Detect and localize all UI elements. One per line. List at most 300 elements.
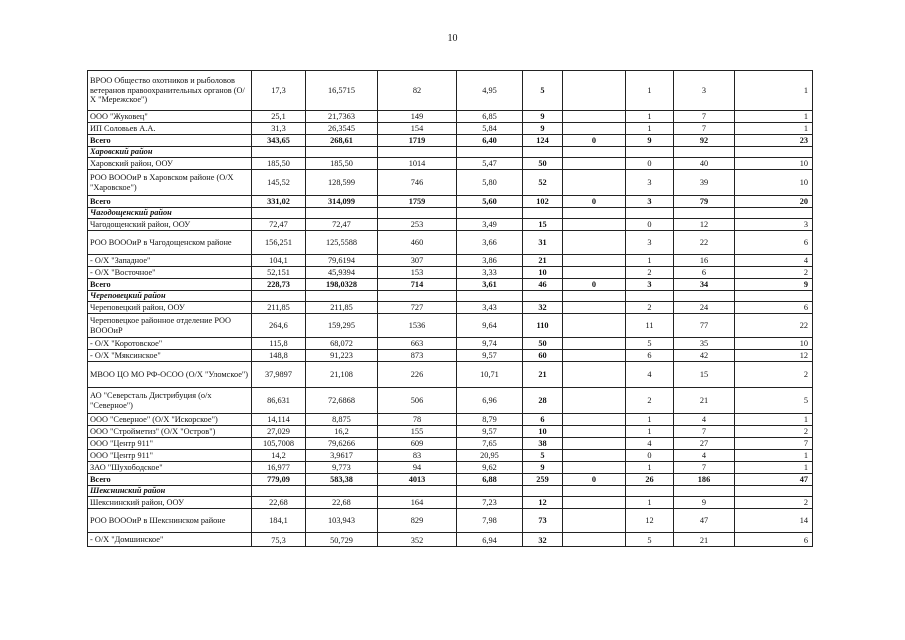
table-row [88,111,813,123]
value-cell: 105,7008 [252,438,306,450]
value-cell [563,231,626,255]
value-cell [306,147,378,158]
value-cell [674,147,735,158]
value-cell: 154 [378,123,457,135]
value-cell: 14,2 [252,450,306,462]
value-cell: 3 [626,196,674,208]
value-cell: 184,1 [252,509,306,533]
value-cell: 583,38 [306,474,378,486]
value-cell: 45,9394 [306,267,378,279]
organization-name: - О/Х "Западное" [88,255,252,267]
value-cell: 228,73 [252,279,306,291]
value-cell: 352 [378,533,457,547]
value-cell: 0 [626,158,674,170]
value-cell: 9 [523,462,563,474]
value-cell: 9,57 [457,426,523,438]
value-cell: 268,61 [306,135,378,147]
organization-name: Всего [88,474,252,486]
value-cell: 2 [626,388,674,414]
value-cell: 9,57 [457,350,523,362]
page-number: 10 [447,33,458,44]
value-cell: 9 [523,123,563,135]
value-cell: 6,88 [457,474,523,486]
value-cell: 1536 [378,314,457,338]
value-cell: 21 [523,255,563,267]
organization-name: РОО ВОООиР в Шекснинском районе [88,509,252,533]
value-cell: 10 [735,158,813,170]
total-row [88,279,813,291]
value-cell: 259 [523,474,563,486]
value-cell: 7 [674,123,735,135]
value-cell [626,291,674,302]
value-cell: 1 [735,462,813,474]
value-cell: 52,151 [252,267,306,279]
value-cell: 78 [378,414,457,426]
value-cell [306,486,378,497]
value-cell: 829 [378,509,457,533]
value-cell: 50,729 [306,533,378,547]
value-cell: 159,295 [306,314,378,338]
organization-name: Череповецкое районное отделение РОО ВОООиР [88,314,252,338]
value-cell: 0 [563,135,626,147]
value-cell: 27,029 [252,426,306,438]
organization-name: РОО ВОООиР в Чагодощенском районе [88,231,252,255]
organization-name: Шекснинский район, ООУ [88,497,252,509]
value-cell: 746 [378,170,457,196]
value-cell: 26 [626,474,674,486]
organization-name: ООО "Стройметиз" (О/Х "Остров") [88,426,252,438]
organization-name: - О/Х "Коротовское" [88,338,252,350]
value-cell [563,255,626,267]
organization-name: - О/Х "Домшинское" [88,533,252,547]
value-cell [563,302,626,314]
value-cell [563,509,626,533]
value-cell: 331,02 [252,196,306,208]
value-cell: 7 [735,438,813,450]
value-cell: 9,62 [457,462,523,474]
value-cell: 3,66 [457,231,523,255]
value-cell: 164 [378,497,457,509]
organization-name: - О/Х "Восточное" [88,267,252,279]
value-cell: 26,3545 [306,123,378,135]
value-cell: 211,85 [306,302,378,314]
value-cell [252,147,306,158]
value-cell [378,147,457,158]
value-cell: 3 [626,231,674,255]
value-cell: 16 [674,255,735,267]
value-cell [563,158,626,170]
value-cell: 5 [523,71,563,111]
value-cell: 47 [735,474,813,486]
value-cell: 22,68 [306,497,378,509]
table-row [88,426,813,438]
value-cell: 5 [523,450,563,462]
value-cell: 11 [626,314,674,338]
value-cell: 4 [674,450,735,462]
table-row [88,497,813,509]
value-cell: 125,5588 [306,231,378,255]
value-cell: 21,7363 [306,111,378,123]
value-cell: 92 [674,135,735,147]
value-cell [626,208,674,219]
value-cell: 22 [735,314,813,338]
value-cell: 186 [674,474,735,486]
value-cell: 39 [674,170,735,196]
value-cell: 314,099 [306,196,378,208]
value-cell: 10 [735,170,813,196]
value-cell: 9,74 [457,338,523,350]
value-cell: 46 [523,279,563,291]
value-cell: 714 [378,279,457,291]
value-cell: 0 [563,279,626,291]
value-cell: 198,0328 [306,279,378,291]
value-cell [735,486,813,497]
value-cell [457,291,523,302]
value-cell: 153 [378,267,457,279]
value-cell: 20 [735,196,813,208]
value-cell [735,291,813,302]
value-cell [523,147,563,158]
table-row [88,158,813,170]
value-cell: 50 [523,338,563,350]
value-cell: 7,98 [457,509,523,533]
organization-name: ООО "Центр 911" [88,450,252,462]
value-cell: 38 [523,438,563,450]
value-cell: 779,09 [252,474,306,486]
value-cell [252,291,306,302]
organization-name: Всего [88,279,252,291]
value-cell: 1 [626,426,674,438]
value-cell: 75,3 [252,533,306,547]
value-cell: 32 [523,533,563,547]
district-header-row [88,486,813,497]
table-row [88,219,813,231]
value-cell [626,486,674,497]
value-cell: 9,773 [306,462,378,474]
value-cell: 34 [674,279,735,291]
value-cell: 5 [626,338,674,350]
value-cell: 6 [735,231,813,255]
value-cell: 9,64 [457,314,523,338]
value-cell: 9 [523,111,563,123]
value-cell: 102 [523,196,563,208]
district-name: Шекснинский район [88,486,252,497]
value-cell [457,147,523,158]
value-cell [563,462,626,474]
value-cell: 10 [523,426,563,438]
value-cell [378,486,457,497]
value-cell: 1014 [378,158,457,170]
value-cell: 307 [378,255,457,267]
value-cell [674,486,735,497]
value-cell: 86,631 [252,388,306,414]
table-row [88,509,813,533]
value-cell [674,291,735,302]
value-cell: 128,599 [306,170,378,196]
value-cell [457,208,523,219]
value-cell: 264,6 [252,314,306,338]
value-cell [306,291,378,302]
value-cell: 343,65 [252,135,306,147]
value-cell [563,388,626,414]
value-cell: 3 [626,170,674,196]
value-cell: 5,84 [457,123,523,135]
value-cell: 15 [523,219,563,231]
value-cell: 4013 [378,474,457,486]
value-cell: 0 [563,196,626,208]
value-cell [563,314,626,338]
value-cell: 25,1 [252,111,306,123]
value-cell: 14,114 [252,414,306,426]
value-cell: 21 [674,388,735,414]
table-row [88,231,813,255]
value-cell [523,208,563,219]
value-cell: 0 [626,219,674,231]
district-name: Харовский район [88,147,252,158]
organization-name: ООО "Жуковец" [88,111,252,123]
organization-name: ИП Соловьев А.А. [88,123,252,135]
value-cell: 5,47 [457,158,523,170]
value-cell [378,291,457,302]
value-cell: 1 [735,71,813,111]
value-cell: 506 [378,388,457,414]
value-cell [563,147,626,158]
value-cell: 110 [523,314,563,338]
value-cell: 68,072 [306,338,378,350]
value-cell: 1 [735,414,813,426]
hunting-grounds-table [87,70,813,547]
table-row [88,350,813,362]
value-cell: 17,3 [252,71,306,111]
value-cell: 0 [626,450,674,462]
organization-name: Всего [88,135,252,147]
value-cell: 2 [626,267,674,279]
value-cell: 3 [735,219,813,231]
table-row [88,71,813,111]
district-header-row [88,291,813,302]
value-cell: 2 [735,362,813,388]
value-cell: 0 [563,474,626,486]
table-row [88,450,813,462]
value-cell: 12 [523,497,563,509]
value-cell: 155 [378,426,457,438]
value-cell: 2 [735,267,813,279]
organization-name: АО "Северсталь Дистрибуция (о/х "Северное") [88,388,252,414]
value-cell: 1 [626,71,674,111]
value-cell [306,208,378,219]
value-cell: 253 [378,219,457,231]
value-cell: 16,977 [252,462,306,474]
value-cell: 185,50 [252,158,306,170]
organization-name: ЗАО "Шухободское" [88,462,252,474]
value-cell [523,486,563,497]
value-cell: 5,60 [457,196,523,208]
value-cell: 7 [674,462,735,474]
value-cell: 1 [735,111,813,123]
total-row [88,135,813,147]
value-cell: 2 [735,426,813,438]
value-cell: 47 [674,509,735,533]
value-cell [563,338,626,350]
value-cell [563,533,626,547]
value-cell: 82 [378,71,457,111]
value-cell: 3,61 [457,279,523,291]
value-cell: 3 [674,71,735,111]
value-cell: 72,47 [306,219,378,231]
value-cell: 156,251 [252,231,306,255]
value-cell: 50 [523,158,563,170]
value-cell: 3,49 [457,219,523,231]
value-cell: 52 [523,170,563,196]
value-cell: 16,5715 [306,71,378,111]
value-cell: 4 [626,362,674,388]
value-cell: 10,71 [457,362,523,388]
value-cell: 40 [674,158,735,170]
value-cell: 727 [378,302,457,314]
value-cell [563,350,626,362]
value-cell: 3,86 [457,255,523,267]
table-row [88,338,813,350]
table-row [88,123,813,135]
value-cell [563,438,626,450]
value-cell: 609 [378,438,457,450]
value-cell [563,111,626,123]
value-cell: 1 [735,450,813,462]
organization-name: - О/Х "Мяксинское" [88,350,252,362]
table-row [88,267,813,279]
table-row [88,462,813,474]
value-cell [563,71,626,111]
value-cell: 6 [735,533,813,547]
value-cell: 8,79 [457,414,523,426]
organization-name: ВРОО Общество охотников и рыболовов ветеранов правоохранительных органов (О/Х "Мережское") [88,71,252,111]
value-cell: 1 [626,497,674,509]
value-cell [523,291,563,302]
value-cell: 7 [674,111,735,123]
value-cell: 21 [674,533,735,547]
value-cell: 4 [674,414,735,426]
organization-name: Всего [88,196,252,208]
value-cell: 28 [523,388,563,414]
total-row [88,474,813,486]
value-cell: 12 [626,509,674,533]
value-cell: 9 [674,497,735,509]
value-cell: 103,943 [306,509,378,533]
value-cell: 83 [378,450,457,462]
value-cell: 32 [523,302,563,314]
value-cell: 24 [674,302,735,314]
value-cell: 460 [378,231,457,255]
value-cell: 185,50 [306,158,378,170]
value-cell: 1759 [378,196,457,208]
value-cell [563,170,626,196]
value-cell: 7,65 [457,438,523,450]
table-row [88,302,813,314]
value-cell: 77 [674,314,735,338]
value-cell: 10 [735,338,813,350]
value-cell: 5,80 [457,170,523,196]
value-cell: 14 [735,509,813,533]
table-row [88,362,813,388]
value-cell: 6,40 [457,135,523,147]
value-cell: 8,875 [306,414,378,426]
value-cell: 1 [735,123,813,135]
value-cell: 3 [626,279,674,291]
value-cell: 124 [523,135,563,147]
organization-name: ООО "Центр 911" [88,438,252,450]
value-cell: 35 [674,338,735,350]
district-name: Чагодощенский район [88,208,252,219]
value-cell: 72,47 [252,219,306,231]
value-cell: 31 [523,231,563,255]
value-cell: 1 [626,462,674,474]
value-cell: 9 [626,135,674,147]
value-cell: 663 [378,338,457,350]
value-cell: 6,85 [457,111,523,123]
value-cell: 21 [523,362,563,388]
value-cell: 6 [523,414,563,426]
table-row [88,255,813,267]
value-cell: 3,33 [457,267,523,279]
table-row [88,438,813,450]
value-cell: 4 [735,255,813,267]
value-cell [563,219,626,231]
organization-name: Чагодощенский район, ООУ [88,219,252,231]
value-cell: 91,223 [306,350,378,362]
value-cell: 211,85 [252,302,306,314]
value-cell: 12 [674,219,735,231]
value-cell: 4,95 [457,71,523,111]
value-cell: 6,96 [457,388,523,414]
value-cell [378,208,457,219]
table-row [88,533,813,547]
value-cell [563,123,626,135]
value-cell [563,414,626,426]
value-cell: 149 [378,111,457,123]
value-cell: 94 [378,462,457,474]
value-cell: 79,6194 [306,255,378,267]
value-cell: 104,1 [252,255,306,267]
value-cell: 2 [735,497,813,509]
value-cell: 60 [523,350,563,362]
value-cell: 15 [674,362,735,388]
organization-name: РОО ВОООиР в Харовском районе (О/Х "Харовское") [88,170,252,196]
value-cell: 5 [626,533,674,547]
value-cell: 6,94 [457,533,523,547]
value-cell: 79 [674,196,735,208]
table-row [88,170,813,196]
value-cell: 22 [674,231,735,255]
value-cell [735,147,813,158]
value-cell: 145,52 [252,170,306,196]
value-cell: 3,9617 [306,450,378,462]
value-cell: 12 [735,350,813,362]
value-cell [563,486,626,497]
value-cell: 23 [735,135,813,147]
organization-name: Харовский район, ООУ [88,158,252,170]
value-cell [563,362,626,388]
value-cell: 1 [626,123,674,135]
value-cell: 115,8 [252,338,306,350]
value-cell: 1 [626,414,674,426]
value-cell [563,497,626,509]
value-cell: 21,108 [306,362,378,388]
value-cell [735,208,813,219]
district-header-row [88,208,813,219]
district-header-row [88,147,813,158]
value-cell [563,208,626,219]
value-cell: 1719 [378,135,457,147]
